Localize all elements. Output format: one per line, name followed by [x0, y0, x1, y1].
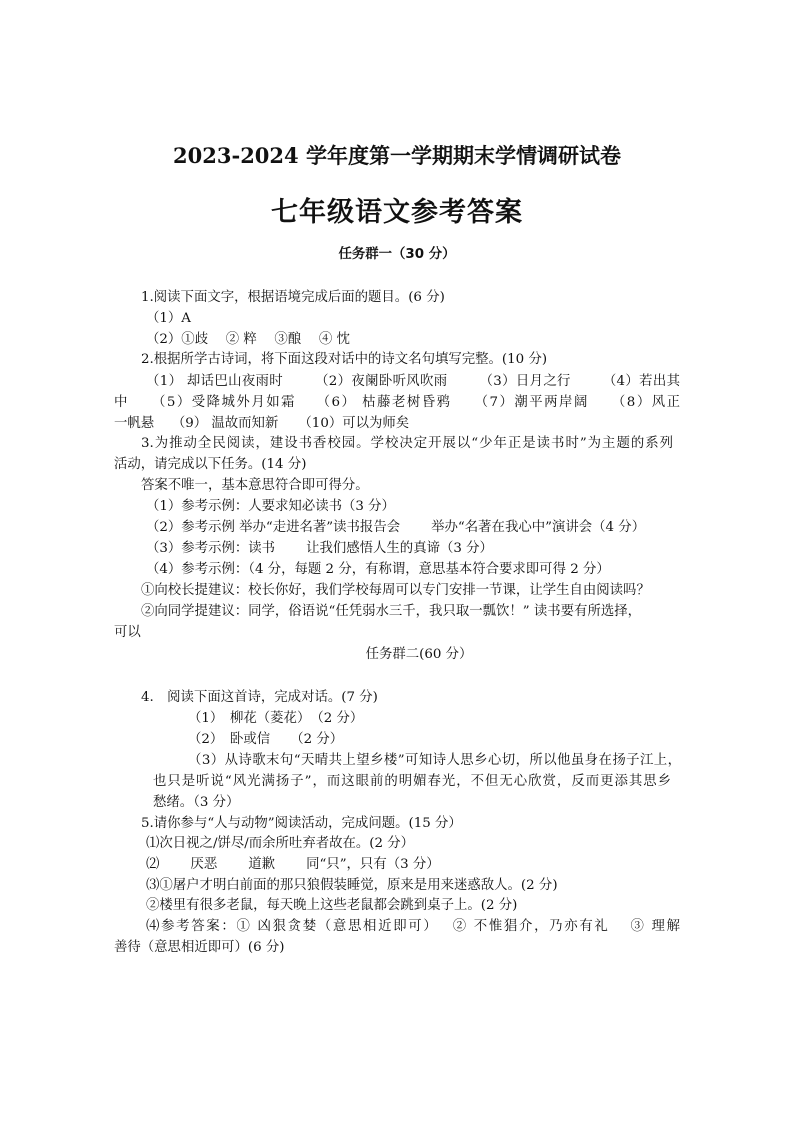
q2-prompt: 2.根据所学古诗词，将下面这段对话中的诗文名句填写完整。(10 分) — [141, 352, 548, 367]
q3-prompt-line-2: 活动，请完成以下任务。(14 分) — [114, 457, 307, 472]
q4-answer-1: （1） 柳花（菱花） （2 分） — [188, 711, 364, 726]
q5-prompt: 5.请你参与“人与动物”阅读活动，完成问题。(15 分） — [141, 816, 462, 831]
section-heading-2: 任务群二(60 分） — [365, 647, 473, 662]
q5-answer-3-1: ⑶①屠户才明白前面的那只狼假装睡觉，原来是用来迷惑敌人。(2 分) — [146, 878, 558, 893]
q3-answer-4-classmate: ②向同学提建议：同学，俗语说“任凭弱水三千，我只取一瓢饮！” 读书要有所选择， — [141, 604, 642, 619]
q3-answer-1: （1）参考示例：人要求知必读书（3 分） — [146, 499, 395, 514]
q5-answer-4-line-2: 善待（意思相近即可）(6 分) — [114, 940, 285, 955]
q3-answer-4-principal: ①向校长提建议：校长你好，我们学校每周可以专门安排一节课，让学生自由阅读吗？ — [141, 583, 650, 598]
q3-answer-4-continued: 可以 — [114, 625, 141, 640]
answer-key-title: 七年级语文参考答案 — [271, 197, 523, 228]
q3-note: 答案不唯一，基本意思符合即可得分。 — [141, 478, 369, 493]
q4-answer-2: （2） 卧或信 （2 分） — [188, 732, 344, 747]
q1-prompt: 1.阅读下面文字，根据语境完成后面的题目。(6 分) — [141, 290, 445, 305]
q4-answer-3-line-2: 也只是听说“风光满扬子”，而这眼前的明媚春光，不但无心欣赏，反而更添其思乡 — [153, 774, 671, 789]
q2-answer-line-3: 一帆悬 （9） 温故而知新 （10）可以为师矣 — [114, 416, 410, 431]
q4-answer-3-line-3: 愁绪。（3 分） — [153, 795, 240, 810]
q1-answer-1: （1）A — [146, 311, 191, 326]
q5-answer-4-line-1: ⑷参考答案：① 凶狠贪婪（意思相近即可） ② 不惟猖介，乃亦有礼 ③ 理解 — [146, 919, 680, 934]
q1-answer-2: （2）①歧 ② 粹 ③酿 ④ 忱 — [146, 332, 350, 347]
q5-answer-3-2: ②楼里有很多老鼠，每天晚上这些老鼠都会跳到桌子上。(2 分) — [146, 898, 518, 913]
q2-answer-line-1: （1） 却话巴山夜雨时 （2）夜阑卧听风吹雨 （3）日月之行 （4）若出其 — [146, 374, 680, 389]
q3-prompt-line-1: 3.为推动全民阅读，建设书香校园。学校决定开展以“少年正是读书时”为主题的系列 — [141, 436, 673, 451]
q2-answer-line-2: 中 （5）受降城外月如霜 （6） 枯藤老树昏鸦 （7）潮平两岸阔 （8）风正 — [114, 395, 680, 410]
q5-answer-2: ⑵ 厌恶 道歉 同“只”，只有（3 分） — [146, 857, 440, 872]
section-heading-1: 任务群一（30 分） — [338, 247, 456, 262]
q3-answer-4: （4）参考示例：（4 分，每题 2 分，有称谓，意思基本符合要求即可得 2 分） — [146, 562, 610, 577]
exam-title: 2023-2024 学年度第一学期期末学情调研试卷 — [173, 143, 621, 168]
q4-answer-3-line-1: （3）从诗歌末句“天晴共上望乡楼”可知诗人思乡心切，所以他虽身在扬子江上， — [188, 753, 681, 768]
q5-answer-1: ⑴次日视之/饼尽/而余所吐弃者故在。(2 分） — [146, 836, 415, 851]
q4-prompt: 4. 阅读下面这首诗，完成对话。(7 分) — [141, 690, 378, 705]
q3-answer-2: （2）参考示例 举办“走进名著”读书报告会 举办“名著在我心中”演讲会（4 分） — [146, 520, 646, 535]
q3-answer-3: （3）参考示例：读书 让我们感悟人生的真谛（3 分） — [146, 541, 493, 556]
